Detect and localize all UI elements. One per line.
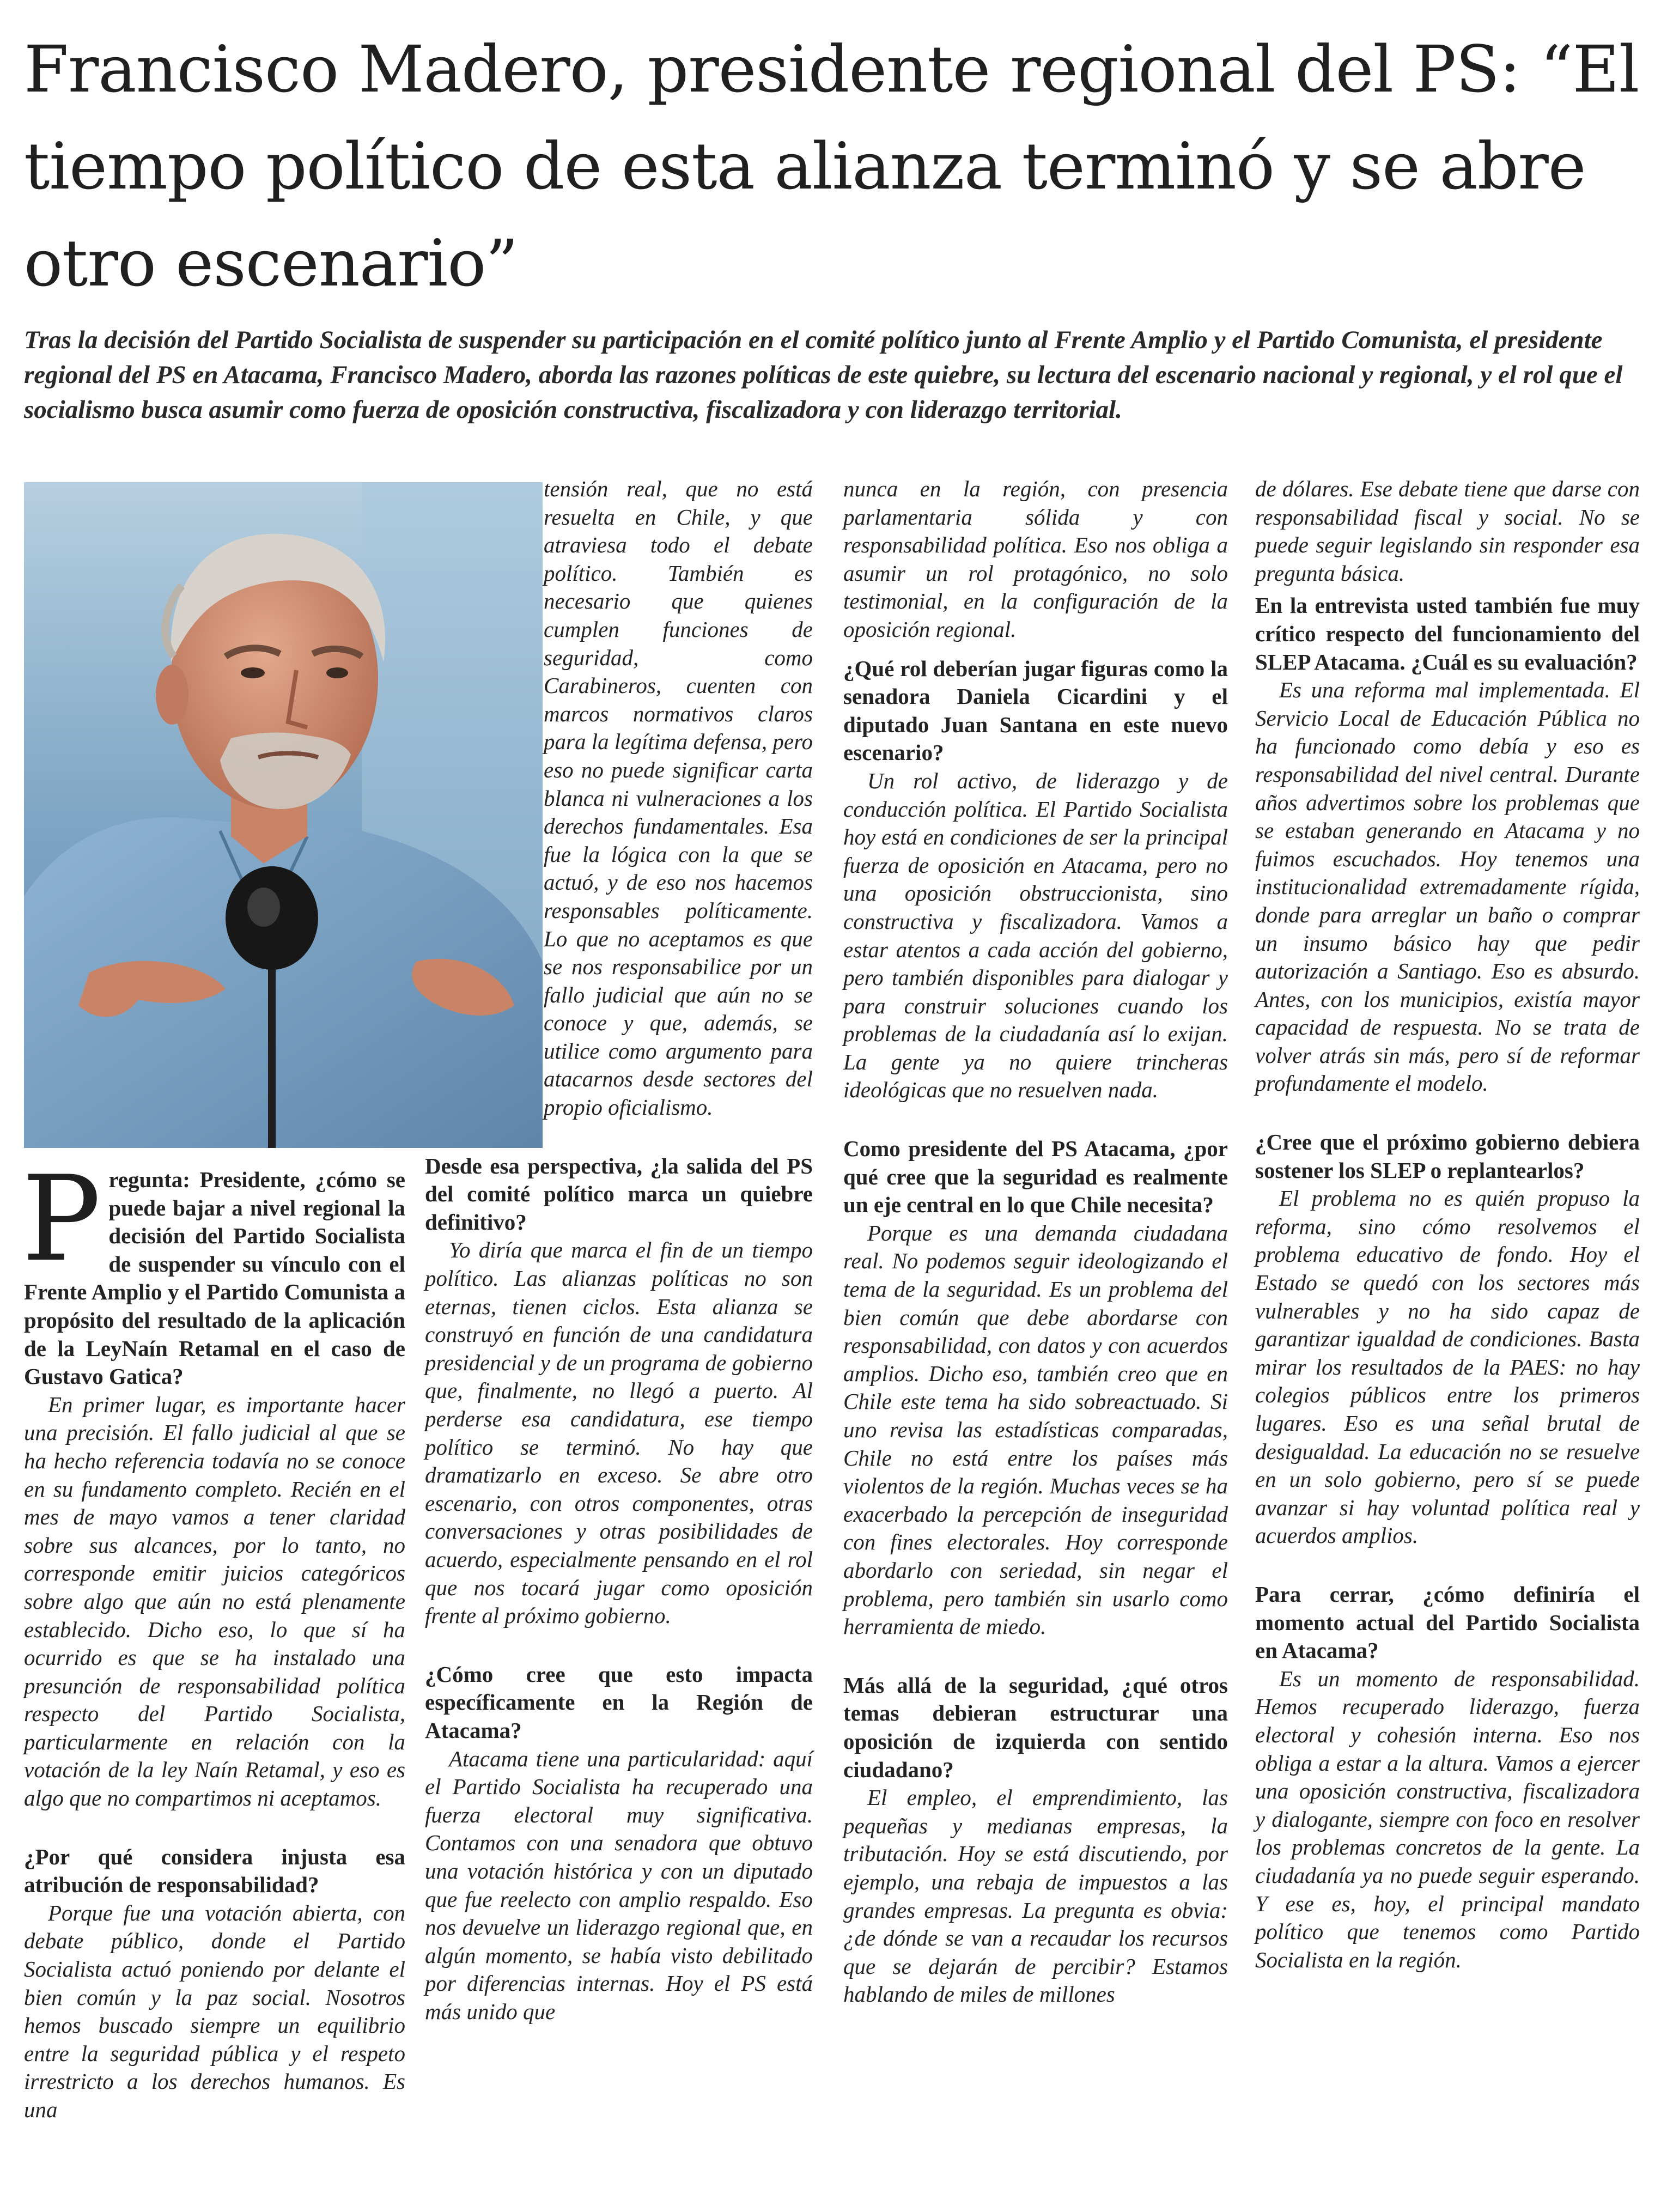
headline: Francisco Madero, presidente regional del PS: “El tiempo político de esta alianza terminó y se abre otro escenario” (24, 32, 1639, 301)
column-2 (425, 475, 813, 2026)
answer-2-part-1: Porque fue una votación abierta, con debate público, donde el Partido Socialista actuó poniendo por delante el bien común y la paz social. Nosotros hemos buscado siempre un equilibrio entre la seguridad pública y el respeto irrestricto a los derechos humanos. Es una (24, 1900, 405, 2122)
answer-8: Es una reforma mal implementada. El Servicio Local de Educación Pública no ha funcionado como debía y eso es responsabilidad del nivel central. Durante años advertimos sobre los problemas que se estaban generando en Atacama y no fuimos escuchados. Hoy tenemos una institucionalidad extremadamente rígida, donde para arreglar un baño o comprar un insumo básico hay que pedir autorización a Santiago. Eso es absurdo. Antes, con los municipios, existía mayor capacidad de respuesta. No se trata de volver atrás sin más, pero sí de reformar profundamente el modelo. (1255, 677, 1640, 1096)
answer-7-part-1: El empleo, el emprendimiento, las pequeñas y medianas empresas, la tributación. Hoy se está discutiendo, por ejemplo, una rebaja de impuestos a las grandes empresas. La pregunta es obvia: ¿de dónde se van a recaudar los recursos que se dejarán de percibir? Estamos hablando de miles de millones (843, 1785, 1228, 2007)
question-1 (22, 1151, 405, 1391)
answer-7-part-2: de dólares. Ese debate tiene que darse con responsabilidad fiscal y social. No se puede seguir legislando sin responder esa pregunta básica. (1255, 476, 1640, 586)
question-5: ¿Qué rol deberían jugar figuras como la senadora Daniela Cicardini y el diputado Juan Santana en este nuevo escenario? (843, 655, 1228, 765)
answer-2-part-2: tensión real, que no está resuelta en Chile, y que atraviesa todo el debate político. También es necesario que quienes cumplen funciones de seguridad, como Carabineros, cuenten con marcos normativos claros para la legítima defensa, pero eso no puede significar carta blanca ni vulneraciones a los derechos fundamentales. Esa fue la lógica con la que se actuó, y de eso nos hacemos responsables políticamente. Lo que no aceptamos es que se nos responsabilice por un fallo judicial que aún no se conoce y que, además, se utilice como argumento para atacarnos desde sectores del propio oficialismo. (544, 476, 813, 1120)
question-6: Como presidente del PS Atacama, ¿por qué cree que la seguridad es realmente un eje central en lo que Chile necesita? (843, 1136, 1228, 1218)
question-2: ¿Por qué considera injusta esa atribución de responsabilidad? (24, 1844, 405, 1898)
column-1 (22, 1151, 405, 2124)
question-8: En la entrevista usted también fue muy crítico respecto del funcionamiento del SLEP Atacama. ¿Cuál es su evaluación? (1255, 593, 1640, 674)
question-9: ¿Cree que el próximo gobierno debiera sostener los SLEP o replantearlos? (1255, 1129, 1640, 1183)
answer-9: El problema no es quién propuso la reforma, sino cómo resolvemos el problema educativo de fondo. Hoy el Estado se quedó con los sectores más vulnerables y no ha sido capaz de garantizar igualdad de condiciones. Basta mirar los resultados de la PAES: no hay colegios públicos entre los primeros lugares. Eso es una señal brutal de desigualdad. La educación no se resuelve en un solo gobierno, pero sí se puede avanzar si hay voluntad política real y acuerdos amplios. (1255, 1186, 1640, 1548)
answer-3: Yo diría que marca el fin de un tiempo político. Las alianzas políticas no son eternas, tienen ciclos. Esta alianza se construyó en función de una candidatura presidencial y de un programa de gobierno que, finalmente, no llegó a puerto. Al perderse esa candidatura, ese tiempo político se terminó. No hay que dramatizarlo en exceso. Se abre otro escenario, con otros componentes, otras conversaciones y otras posibilidades de acuerdo, especialmente pensando en el rol que nos tocará jugar como oposición frente al próximo gobierno. (425, 1237, 813, 1628)
column-3 (843, 475, 1228, 2009)
answer-4-part-2: nunca en la región, con presencia parlamentaria sólida y con responsabilidad política. Eso nos obliga a asumir un rol protagónico, no solo testimonial, en la configuración de la oposición regional. (843, 476, 1228, 642)
answer-10: Es un momento de responsabilidad. Hemos recuperado liderazgo, fuerza electoral y cohesión interna. Eso nos obliga a estar a la altura. Vamos a ejercer una oposición constructiva, fiscalizadora y dialogante, siempre con foco en resolver los problemas concretos de la gente. La ciudadanía ya no puede seguir esperando. Y ese es, hoy, el principal mandato político que tenemos como Partido Socialista en la región. (1255, 1666, 1640, 1972)
drop-cap: P (22, 1151, 101, 1287)
deck: Tras la decisión del Partido Socialista de suspender su participación en el comité político junto al Frente Amplio y el Partido Comunista, el presidente regional del PS en Atacama, Francisco Madero, aborda las razones políticas de este quiebre, su lectura del escenario nacional y regional, y el rol que el socialismo busca asumir como fuerza de oposición constructiva, fiscalizadora y con liderazgo territorial. (24, 326, 1623, 424)
column-2-wrap (544, 475, 813, 1122)
question-10: Para cerrar, ¿cómo definiría el momento actual del Partido Socialista en Atacama? (1255, 1581, 1640, 1663)
question-7: Más allá de la seguridad, ¿qué otros temas debieran estructurar una oposición de izquierda con sentido ciudadano? (843, 1672, 1228, 1782)
answer-5: Un rol activo, de liderazgo y de conducción política. El Partido Socialista hoy está en condiciones de ser la principal fuerza de oposición en Atacama, pero no una oposición obstruccionista, sino constructiva y fiscalizadora. Vamos a estar atentos a cada acción del gobierno, pero también disponibles para dialogar y para construir soluciones cuando los problemas de la ciudadanía así lo exijan. La gente ya no quiere trincheras ideológicas que no resuelven nada. (843, 768, 1228, 1103)
question-3: Desde esa perspectiva, ¿la salida del PS del comité político marca un quiebre definitivo? (425, 1153, 813, 1235)
question-1-text: regunta: Presidente, ¿cómo se puede bajar a nivel regional la decisión del Partido Socialista de suspender su vínculo con el Frente Amplio y el Partido Comunista a propósito del resultado de la aplicación de la LeyNaín Retamal en el caso de Gustavo Gatica? (24, 1167, 405, 1389)
answer-1: En primer lugar, es importante hacer una precisión. El fallo judicial al que se ha hecho referencia todavía no se conoce en su fundamento completo. Recién en el mes de mayo vamos a tener claridad sobre sus alcances, por lo tanto, no corresponde emitir juicios categóricos sobre algo que aún no está plenamente establecido. Dicho eso, lo que sí ha ocurrido es que se ha instalado una presunción de responsabilidad política respecto del Partido Socialista, particularmente en relación con la votación de la ley Naín Retamal, y eso es algo que no compartimos ni aceptamos. (24, 1391, 405, 1811)
answer-4-part-1: Atacama tiene una particularidad: aquí el Partido Socialista ha recuperado una fuerza electoral muy significativa. Contamos con una senadora que obtuvo una votación histórica y con un diputado que fue reelecto con amplio respaldo. Eso nos devuelve un liderazgo regional que, en algún momento, se había visto debilitado por diferencias internas. Hoy el PS está más unido que (425, 1746, 813, 2024)
column-4 (1255, 475, 1640, 1974)
question-4: ¿Cómo cree que esto impacta específicamente en la Región de Atacama? (425, 1661, 813, 1743)
answer-6: Porque es una demanda ciudadana real. No podemos seguir ideologizando el tema de la seguridad. Es un problema del bien común que debe abordarse con responsabilidad, con datos y con acuerdos amplios. Dicho eso, también creo que en Chile este tema ha sido sobreactuado. Si uno revisa las estadísticas comparadas, Chile no está entre los países más violentos de la región. Muchas veces se ha exacerbado la percepción de inseguridad con fines electorales. Hoy corresponde abordarlo con seriedad, sin negar el problema, pero también sin usarlo como herramienta de miedo. (843, 1220, 1228, 1639)
